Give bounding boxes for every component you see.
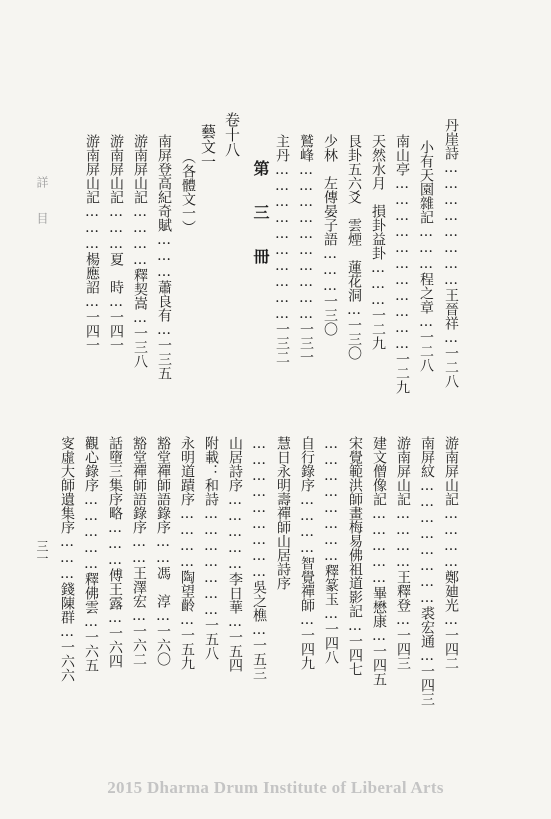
subsection-heading: （各體文一） <box>180 150 196 234</box>
toc-entry: 南屏紋……………………裘宏通…一四三 <box>419 436 435 706</box>
page-number: 三一 <box>35 540 49 564</box>
toc-entry: ………………………吳之樵…一五三 <box>251 436 267 680</box>
chapter-heading: 卷十八 <box>223 112 241 157</box>
toc-entry: 永明道蹟序…………陶望齡…一五九 <box>179 436 195 670</box>
toc-entry: 小有天園雜記………程之章…一二八 <box>418 140 434 372</box>
toc-entry: 游南屏山記…………釋契嵩…一三八 <box>132 134 148 368</box>
toc-entry: 游南屏山記…………鄭廸光…一四二 <box>443 436 459 670</box>
watermark: 2015 Dharma Drum Institute of Liberal Arts <box>107 778 444 797</box>
toc-entry: 南屏登高紀奇賦………蕭良有…一三五 <box>156 134 172 380</box>
toc-entry: 豁堂禪師語錄序……王澤宏…一六二 <box>131 436 147 666</box>
toc-entry: 艮卦五六爻 雲煙 蓮花洞…一三〇 <box>346 134 362 360</box>
section-heading: 藝文一 <box>199 124 217 169</box>
toc-entry: 慧日永明壽禪師山居詩序 <box>275 436 291 590</box>
toc-entry: 游南屏山記…………王釋登…一四三 <box>395 436 411 670</box>
toc-entry: 南山亭……………………………一二九 <box>394 134 410 394</box>
toc-entry: 丹崖詩……………………王晉祥…一二八 <box>443 118 459 388</box>
toc-entry: 天然水月 損卦益卦………一二九 <box>370 134 386 350</box>
toc-entry: 主丹…………………………一三二 <box>274 134 290 364</box>
toc-entry: 宋覺範洪師畫梅易佛祖道影記…一四七 <box>347 436 363 676</box>
toc-entry: 游南屏山記………楊應詔…一四一 <box>84 134 100 352</box>
volume-heading: 第 三 冊 <box>251 160 270 270</box>
toc-entry: ……………………釋篆玉…一四八 <box>323 436 339 664</box>
toc-entry: 叜虛大師遺集序………錢陳群…一六六 <box>59 436 75 682</box>
toc-entry: 話墮三集序略………傅王露…一六四 <box>107 436 123 668</box>
toc-entry: 少林 左傳晏子語………一三〇 <box>322 134 338 336</box>
running-head: 詳 目 <box>35 176 49 230</box>
toc-entry: 附載：和詩…………………一五八 <box>203 436 219 660</box>
toc-entry: 鷲峰…………………………一三一 <box>298 134 314 364</box>
toc-entry: 觀心錄序……………釋佛雲…一六五 <box>83 436 99 672</box>
toc-entry: 山居詩序……………李日華…一五四 <box>227 436 243 672</box>
toc-entry: 游南屏山記………夏 時…一四一 <box>108 134 124 352</box>
toc-entry: 建文僧像記……………畢懋康…一四五 <box>371 436 387 686</box>
toc-entry: 豁堂禪師語錄序……馮 淳…一六〇 <box>155 436 171 666</box>
toc-entry: 自行錄序…………智覺禪師…一四九 <box>299 436 315 670</box>
